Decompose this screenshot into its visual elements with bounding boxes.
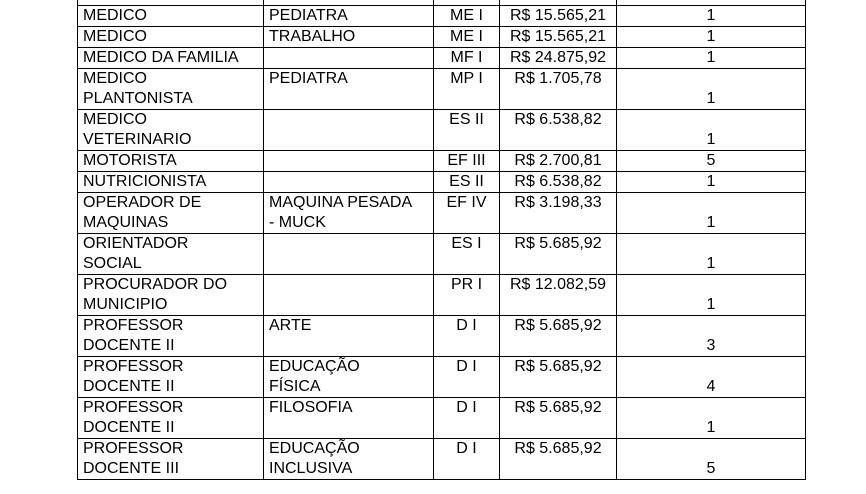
vencimento-cell: R$ 15.565,21	[500, 27, 617, 48]
table-row	[78, 27, 806, 48]
especialidade-cell: PEDIATRA	[264, 6, 434, 27]
vagas-cell: 1	[617, 172, 806, 193]
nivel-cell: ES II	[434, 110, 500, 151]
vagas-cell: 4	[617, 357, 806, 398]
vagas-cell: 1	[617, 275, 806, 316]
especialidade-cell	[264, 275, 434, 316]
vencimento-cell: R$ 3.198,33	[500, 193, 617, 234]
table-row	[78, 6, 806, 27]
vencimento-cell: R$ 1.705,78	[500, 69, 617, 110]
vencimento-cell: R$ 12.082,59	[500, 275, 617, 316]
especialidade-cell	[264, 172, 434, 193]
nivel-cell: MF I	[434, 48, 500, 69]
vagas-cell: 1	[617, 110, 806, 151]
especialidade-cell	[264, 48, 434, 69]
vagas-cell: 3	[617, 316, 806, 357]
nivel-cell: D I	[434, 439, 500, 480]
nivel-cell: D I	[434, 316, 500, 357]
vagas-cell: 1	[617, 69, 806, 110]
especialidade-cell: EDUCAÇÃO FÍSICA	[264, 357, 434, 398]
cargo-cell: MEDICO	[78, 6, 264, 27]
nivel-cell: D I	[434, 398, 500, 439]
nivel-cell: ES II	[434, 172, 500, 193]
table-row	[78, 275, 806, 316]
especialidade-cell: ARTE	[264, 316, 434, 357]
cargo-cell: PROFESSOR DOCENTE II	[78, 357, 264, 398]
vencimento-cell: R$ 5.685,92	[500, 316, 617, 357]
vencimento-cell: R$ 5.685,92	[500, 357, 617, 398]
cargo-cell: ORIENTADOR SOCIAL	[78, 234, 264, 275]
vencimento-cell: R$ 5.685,92	[500, 398, 617, 439]
vagas-cell: 1	[617, 48, 806, 69]
table-row	[78, 357, 806, 398]
nivel-cell: D I	[434, 357, 500, 398]
cargo-cell: NUTRICIONISTA	[78, 172, 264, 193]
cargo-cell: OPERADOR DE MAQUINAS	[78, 193, 264, 234]
vagas-cell: 1	[617, 27, 806, 48]
cargo-cell: MEDICO DA FAMILIA	[78, 48, 264, 69]
table-row	[78, 172, 806, 193]
especialidade-cell: TRABALHO	[264, 27, 434, 48]
vencimento-cell: R$ 24.875,92	[500, 48, 617, 69]
cargo-cell: MOTORISTA	[78, 151, 264, 172]
especialidade-cell	[264, 234, 434, 275]
nivel-cell: ME I	[434, 27, 500, 48]
table-row	[78, 69, 806, 110]
table-row	[78, 110, 806, 151]
cargo-cell: MEDICO	[78, 27, 264, 48]
cargo-cell: PROFESSOR DOCENTE II	[78, 398, 264, 439]
nivel-cell: ME I	[434, 6, 500, 27]
especialidade-cell: EDUCAÇÃO INCLUSIVA	[264, 439, 434, 480]
vencimento-cell: R$ 2.700,81	[500, 151, 617, 172]
table-row	[78, 316, 806, 357]
positions-table-body	[78, 0, 806, 480]
table-row	[78, 439, 806, 480]
vencimento-cell: R$ 5.685,92	[500, 234, 617, 275]
table-row	[78, 151, 806, 172]
nivel-cell: MP I	[434, 69, 500, 110]
cargo-cell: PROCURADOR DO MUNICIPIO	[78, 275, 264, 316]
vencimento-cell: R$ 6.538,82	[500, 110, 617, 151]
vagas-cell: 5	[617, 151, 806, 172]
nivel-cell: PR I	[434, 275, 500, 316]
table-row	[78, 48, 806, 69]
nivel-cell: ES I	[434, 234, 500, 275]
nivel-cell: EF IV	[434, 193, 500, 234]
table-row	[78, 398, 806, 439]
cargo-cell: MEDICO VETERINARIO	[78, 110, 264, 151]
cargo-cell: PROFESSOR DOCENTE II	[78, 316, 264, 357]
cargo-cell: PROFESSOR DOCENTE III	[78, 439, 264, 480]
vagas-cell: 1	[617, 193, 806, 234]
vagas-cell: 1	[617, 6, 806, 27]
table-row	[78, 234, 806, 275]
especialidade-cell: PEDIATRA	[264, 69, 434, 110]
vagas-cell: 1	[617, 398, 806, 439]
especialidade-cell: MAQUINA PESADA - MUCK	[264, 193, 434, 234]
vencimento-cell: R$ 15.565,21	[500, 6, 617, 27]
vencimento-cell: R$ 5.685,92	[500, 439, 617, 480]
positions-table	[77, 0, 806, 480]
cargo-cell: MEDICO PLANTONISTA	[78, 69, 264, 110]
vagas-cell: 5	[617, 439, 806, 480]
especialidade-cell	[264, 110, 434, 151]
especialidade-cell	[264, 151, 434, 172]
especialidade-cell: FILOSOFIA	[264, 398, 434, 439]
vencimento-cell: R$ 6.538,82	[500, 172, 617, 193]
nivel-cell: EF III	[434, 151, 500, 172]
table-row	[78, 193, 806, 234]
vagas-cell: 1	[617, 234, 806, 275]
